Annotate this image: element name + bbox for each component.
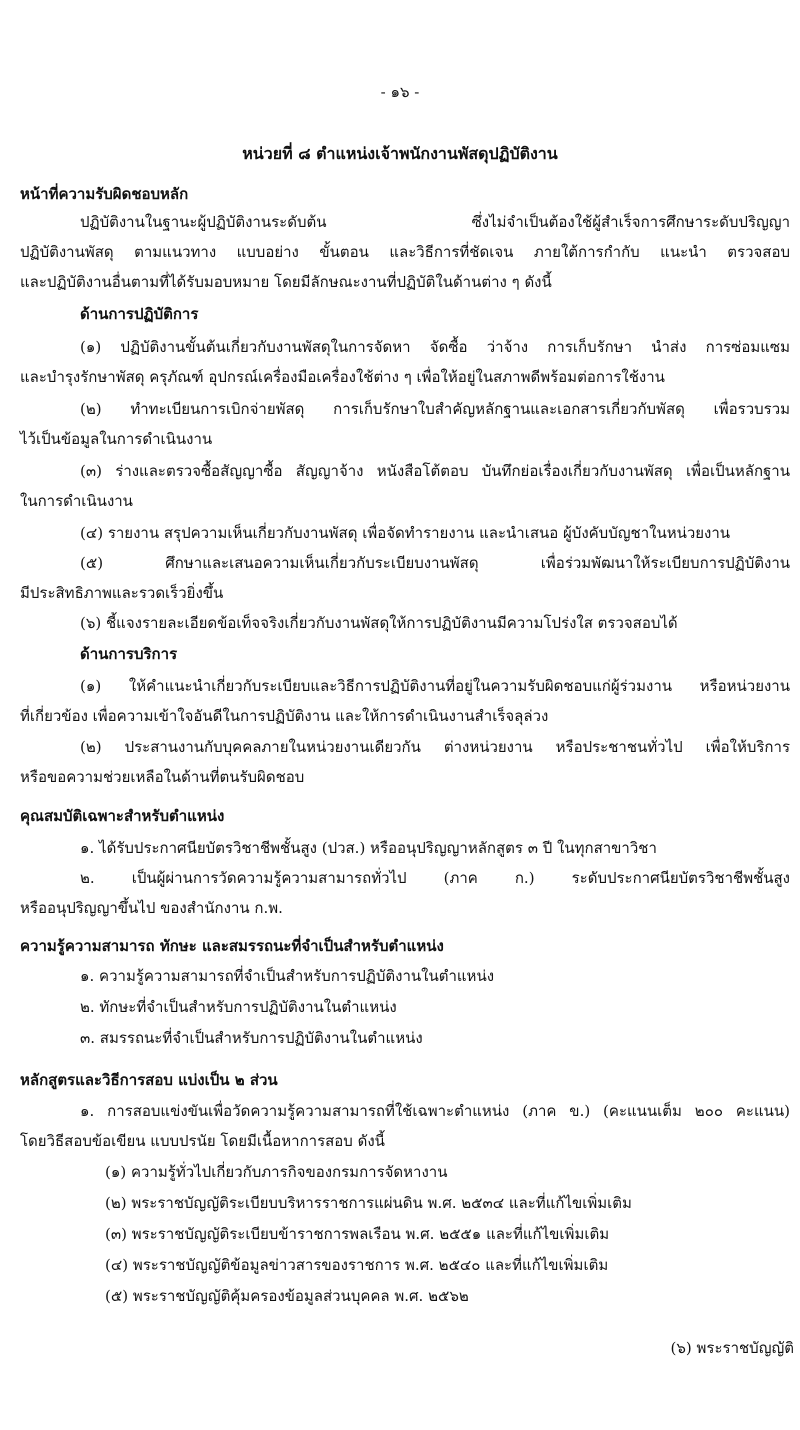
qualification-item: หรืออนุปริญญาขึ้นไป ของสำนักงาน ก.พ. — [20, 899, 283, 917]
services-item: ที่เกี่ยวข้อง เพื่อความเข้าใจอันดีในการปฏิบัติงาน และให้การดำเนินงานสำเร็จลุล่วง — [20, 707, 549, 725]
operations-item: (๕) ศึกษาและเสนอความเห็นเกี่ยวกับระเบียบงานพัสดุ เพื่อร่วมพัฒนาให้ระเบียบการปฏิบัติงาน — [80, 554, 790, 572]
operations-item: (๑) ปฏิบัติงานขั้นต้นเกี่ยวกับงานพัสดุในการจัดหา จัดซื้อ ว่าจ้าง การเก็บรักษา นำส่ง การซ่อมแซม — [80, 338, 790, 356]
services-item: (๒) ประสานงานกับบุคคลภายในหน่วยงานเดียวกัน ต่างหน่วยงาน หรือประชาชนทั่วไป เพื่อให้บริการ — [80, 738, 790, 756]
competency-item: ๓. สมรรถนะที่จำเป็นสำหรับการปฏิบัติงานในตำแหน่ง — [80, 1029, 423, 1047]
operations-item: มีประสิทธิภาพและรวดเร็วยิ่งขึ้น — [20, 584, 224, 602]
competency-item: ๒. ทักษะที่จำเป็นสำหรับการปฏิบัติงานในตำแหน่ง — [80, 998, 397, 1016]
exam-topic: (๔) พระราชบัญญัติข้อมูลข่าวสารของราชการ พ.ศ. ๒๕๔๐ และที่แก้ไขเพิ่มเติม — [105, 1256, 609, 1274]
operations-item: ในการดำเนินงาน — [20, 492, 133, 510]
operations-item: (๖) ชี้แจงรายละเอียดข้อเท็จจริงเกี่ยวกับงานพัสดุให้การปฏิบัติงานมีความโปร่งใส ตรวจสอบได้ — [80, 614, 678, 632]
duties-intro-line: ปฏิบัติงานในฐานะผู้ปฏิบัติงานระดับต้น ซึ่งไม่จำเป็นต้องใช้ผู้สำเร็จการศึกษาระดับปริญญา — [80, 213, 790, 231]
qualifications-heading: คุณสมบัติเฉพาะสำหรับตำแหน่ง — [20, 807, 225, 825]
qualification-item: ๒. เป็นผู้ผ่านการวัดความรู้ความสามารถทั่วไป (ภาค ก.) ระดับประกาศนียบัตรวิชาชีพชั้นสูง — [80, 869, 790, 887]
duties-intro-line: ปฏิบัติงานพัสดุ ตามแนวทาง แบบอย่าง ขั้นตอน และวิธีการที่ชัดเจน ภายใต้การกำกับ แนะนำ ตรวจสอบ — [20, 243, 790, 261]
exam-topic: (๑) ความรู้ทั่วไปเกี่ยวกับภารกิจของกรมการจัดหางาน — [105, 1163, 448, 1181]
qualification-item: ๑. ได้รับประกาศนียบัตรวิชาชีพชั้นสูง (ปวส.) หรืออนุปริญญาหลักสูตร ๓ ปี ในทุกสาขาวิชา — [80, 839, 657, 857]
operations-item: และบำรุงรักษาพัสดุ ครุภัณฑ์ อุปกรณ์เครื่องมือเครื่องใช้ต่าง ๆ เพื่อให้อยู่ในสภาพดีพร้อมต่อการใช้งาน — [20, 368, 665, 386]
competencies-heading: ความรู้ความสามารถ ทักษะ และสมรรถนะที่จำเป็นสำหรับตำแหน่ง — [20, 937, 444, 955]
exam-heading: หลักสูตรและวิธีการสอบ แบ่งเป็น ๒ ส่วน — [20, 1071, 278, 1089]
exam-intro-line: ๑. การสอบแข่งขันเพื่อวัดความรู้ความสามารถที่ใช้เฉพาะตำแหน่ง (ภาค ข.) (คะแนนเต็ม ๒๐๐ คะแนน) — [80, 1102, 790, 1120]
operations-item: (๓) ร่างและตรวจซื้อสัญญาซื้อ สัญญาจ้าง หนังสือโต้ตอบ บันทึกย่อเรื่องเกี่ยวกับงานพัสดุ เพื่อเป็นหลักฐาน — [80, 462, 790, 480]
exam-topic: (๕) พระราชบัญญัติคุ้มครองข้อมูลส่วนบุคคล พ.ศ. ๒๕๖๒ — [105, 1287, 469, 1305]
continuation-text: (๖) พระราชบัญญัติ — [670, 1339, 794, 1357]
operations-item: (๔) รายงาน สรุปความเห็นเกี่ยวกับงานพัสดุ เพื่อจัดทำรายงาน และนำเสนอ ผู้บังคับบัญชาในหน่วยงาน — [80, 524, 731, 542]
operations-heading: ด้านการปฏิบัติการ — [80, 305, 199, 323]
page-number: - ๑๖ - — [380, 83, 420, 101]
competency-item: ๑. ความรู้ความสามารถที่จำเป็นสำหรับการปฏิบัติงานในตำแหน่ง — [80, 967, 495, 985]
operations-item: (๒) ทำทะเบียนการเบิกจ่ายพัสดุ การเก็บรักษาใบสำคัญหลักฐานและเอกสารเกี่ยวกับพัสดุ เพื่อรวบรวม — [80, 400, 790, 418]
services-heading: ด้านการบริการ — [80, 645, 178, 663]
page-title: หน่วยที่ ๘ ตำแหน่งเจ้าพนักงานพัสดุปฏิบัติงาน — [242, 144, 558, 163]
exam-intro-line: โดยวิธีสอบข้อเขียน แบบปรนัย โดยมีเนื้อหาการสอบ ดังนี้ — [20, 1132, 385, 1150]
duties-heading: หน้าที่ความรับผิดชอบหลัก — [20, 185, 189, 203]
duties-intro-line: และปฏิบัติงานอื่นตามที่ได้รับมอบหมาย โดยมีลักษณะงานที่ปฏิบัติในด้านต่าง ๆ ดังนี้ — [20, 273, 552, 291]
exam-topic: (๓) พระราชบัญญัติระเบียบข้าราชการพลเรือน พ.ศ. ๒๕๕๑ และที่แก้ไขเพิ่มเติม — [105, 1225, 610, 1243]
services-item: หรือขอความช่วยเหลือในด้านที่ตนรับผิดชอบ — [20, 768, 305, 786]
services-item: (๑) ให้คำแนะนำเกี่ยวกับระเบียบและวิธีการปฏิบัติงานที่อยู่ในความรับผิดชอบแก่ผู้ร่วมงาน หรือหน่วยงาน — [80, 677, 790, 695]
exam-topic: (๒) พระราชบัญญัติระเบียบบริหารราชการแผ่นดิน พ.ศ. ๒๕๓๔ และที่แก้ไขเพิ่มเติม — [105, 1194, 632, 1212]
operations-item: ไว้เป็นข้อมูลในการดำเนินงาน — [20, 430, 213, 448]
